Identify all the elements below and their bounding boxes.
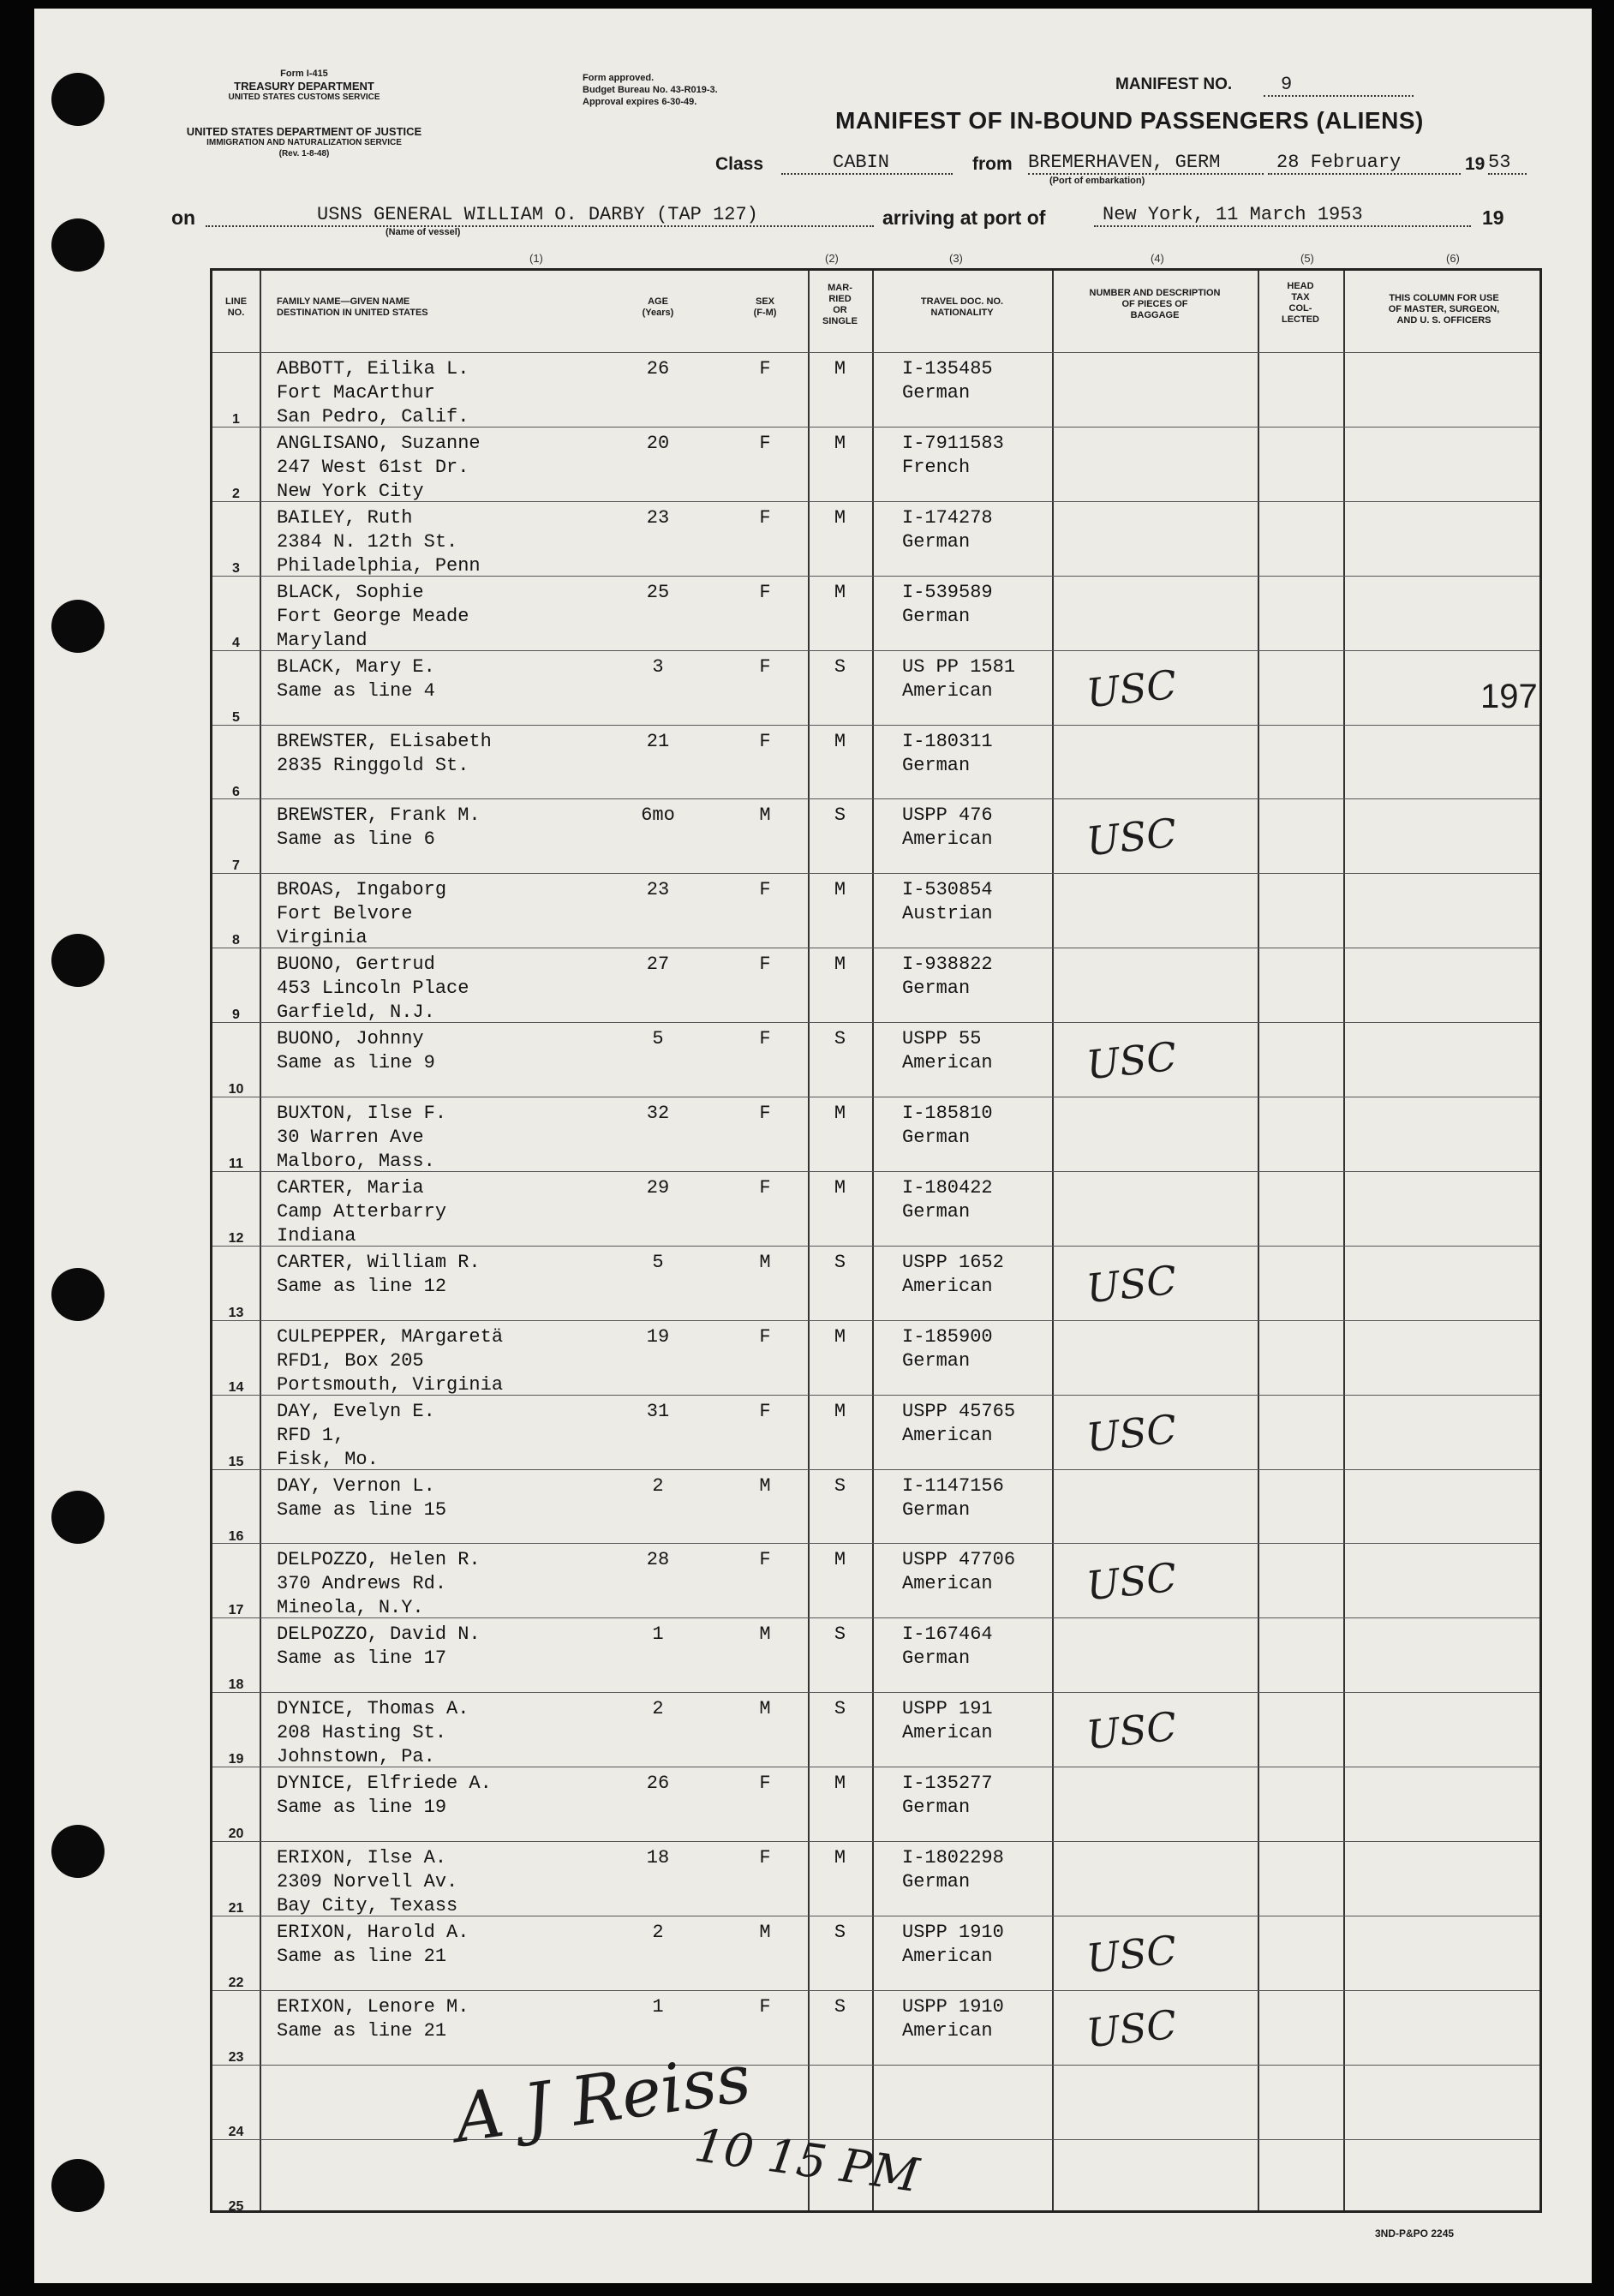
header-name: FAMILY NAME—GIVEN NAME DESTINATION IN UNITED STATES [277,296,428,318]
marital-status: M [834,432,846,454]
row-rule [212,1246,1539,1247]
travel-doc-nationality: USPP 1910 American [902,1921,1004,1967]
class-value: CABIN [781,152,953,175]
arriving-label: arriving at port of [882,206,1046,229]
travel-doc-nationality: I-185810 German [902,1103,993,1148]
column-number: (4) [1151,252,1164,265]
column-rule [808,271,810,2210]
ins-service: IMMIGRATION AND NATURALIZATION SERVICE [206,138,402,147]
travel-doc-nationality: I-1802298 German [902,1847,1004,1892]
time-note: 10 15 PM [690,2117,923,2203]
approval-line: Budget Bureau No. 43-R019-3. [583,85,718,95]
passenger-name-destination: BAILEY, Ruth 2384 N. 12th St. Philadelphia, Penn [277,506,481,577]
printer-code: 3ND-P&PO 2245 [1375,2227,1455,2239]
line-number: 22 [228,1975,244,1990]
column-rule [872,271,874,2210]
passenger-name-destination: BROAS, Ingaborg Fort Belvore Virginia [277,879,447,949]
marital-status: M [834,1103,846,1124]
line-number: 4 [232,635,240,650]
passenger-sex: M [759,1698,771,1720]
passenger-name-destination: BUXTON, Ilse F. 30 Warren Ave Malboro, Mass. [277,1103,447,1172]
punch-hole [51,218,105,272]
row-rule [212,1320,1539,1321]
column-number: (2) [825,252,839,265]
passenger-table [210,252,1542,2214]
passenger-age: 2 [652,1921,664,1943]
line-number: 19 [228,1752,244,1767]
line-number: 5 [232,709,240,725]
approval-line: Approval expires 6-30-49. [583,97,697,107]
header-baggage: NUMBER AND DESCRIPTION OF PIECES OF BAGGAGE [1089,288,1221,320]
treasury-department: TREASURY DEPARTMENT [234,80,374,93]
passenger-sex: F [759,730,771,752]
marital-status: S [834,1474,846,1497]
travel-doc-nationality: USPP 1910 American [902,1995,1004,2042]
row-rule [212,2139,1539,2140]
row-rule [212,1841,1539,1842]
passenger-sex: M [759,1251,771,1273]
column-rule [1052,271,1054,2210]
baggage-note: USC [1084,1926,1180,1982]
marital-status: S [834,1028,846,1050]
marital-status: M [834,358,846,380]
line-number: 2 [232,486,240,501]
column-rule [1258,271,1259,2210]
embarkation-date: 28 February [1268,152,1461,175]
marital-status: M [834,506,846,529]
passenger-name-destination: BREWSTER, ELisabeth 2835 Ringgold St. [277,730,492,776]
marital-status: M [834,954,846,976]
row-rule [212,1395,1539,1396]
passenger-sex: F [759,1103,771,1124]
line-number: 10 [228,1082,244,1097]
line-number: 9 [232,1007,240,1023]
line-number: 13 [228,1305,244,1320]
passenger-age: 21 [646,730,670,752]
baggage-note: USC [1084,810,1180,865]
line-number: 17 [228,1603,244,1618]
travel-doc-nationality: I-135485 German [902,358,993,404]
row-rule [212,1617,1539,1618]
marital-status: M [834,1773,846,1795]
manifest-page [34,9,1592,2283]
row-rule [212,798,1539,799]
passenger-age: 26 [646,358,670,380]
line-number: 20 [228,1827,244,1842]
passenger-sex: F [759,1549,771,1571]
column-number: (3) [949,252,963,265]
travel-doc-nationality: USPP 47706 American [902,1549,1016,1595]
line-number: 12 [228,1230,244,1246]
header-line-no: LINE NO. [224,296,248,318]
passenger-age: 6mo [641,804,675,827]
travel-doc-nationality: I-7911583 French [902,432,1004,478]
punch-hole [51,1268,105,1321]
passenger-sex: F [759,358,771,380]
row-rule [212,873,1539,874]
passenger-sex: F [759,1325,771,1348]
punch-hole [51,2159,105,2212]
line-number: 15 [228,1454,244,1469]
travel-doc-nationality: I-938822 German [902,954,993,1000]
manifest-label: MANIFEST NO. [1115,75,1233,93]
passenger-age: 29 [646,1176,670,1199]
row-rule [212,1171,1539,1172]
row-rule [212,1469,1539,1470]
row-rule [212,650,1539,651]
passenger-age: 26 [646,1773,670,1795]
approval-line: Form approved. [583,73,655,83]
row-rule [212,1543,1539,1544]
year-prefix: 19 [1465,154,1485,174]
marital-status: M [834,1847,846,1868]
vessel-caption: (Name of vessel) [386,227,461,237]
travel-doc-nationality: I-180311 German [902,730,993,776]
passenger-sex: F [759,1028,771,1050]
line-number: 16 [228,1528,244,1544]
vessel-name: USNS GENERAL WILLIAM O. DARBY (TAP 127) [206,204,874,227]
passenger-age: 25 [646,581,670,603]
embarkation-caption: (Port of embarkation) [1049,176,1145,186]
travel-doc-nationality: I-185900 German [902,1325,993,1372]
baggage-note: USC [1084,661,1180,716]
column-number: (5) [1300,252,1314,265]
passenger-sex: M [759,1623,771,1646]
passenger-name-destination: ERIXON, Ilse A. 2309 Norvell Av. Bay City, Texass [277,1847,458,1916]
row-rule [212,1990,1539,1991]
row-rule [212,352,1539,353]
line-number: 25 [228,2198,244,2214]
marital-status: S [834,1698,846,1720]
passenger-age: 20 [646,432,670,454]
on-label: on [171,206,196,229]
year-value: 53 [1488,152,1527,175]
passenger-name-destination: BREWSTER, Frank M. Same as line 6 [277,804,481,851]
travel-doc-nationality: USPP 476 American [902,804,993,851]
marital-status: M [834,581,846,603]
row-rule [212,2065,1539,2066]
passenger-sex: M [759,1474,771,1497]
passenger-sex: F [759,1773,771,1795]
passenger-name-destination: BUONO, Gertrud 453 Lincoln Place Garfield, N.J. [277,954,469,1024]
travel-doc-nationality: I-180422 German [902,1176,993,1223]
passenger-name-destination: DELPOZZO, Helen R. 370 Andrews Rd. Mineola, N.Y. [277,1549,481,1619]
column-rule [260,271,261,2210]
travel-doc-nationality: I-530854 Austrian [902,879,993,925]
passenger-sex: F [759,954,771,976]
passenger-age: 1 [652,1995,664,2018]
marital-status: M [834,1549,846,1571]
punch-hole [51,1491,105,1544]
baggage-note: USC [1084,1554,1180,1610]
passenger-age: 19 [646,1325,670,1348]
passenger-sex: F [759,1400,771,1422]
embarkation-port: BREMERHAVEN, GERM [1028,152,1264,175]
travel-doc-nationality: I-1147156 German [902,1474,1004,1521]
marital-status: M [834,1325,846,1348]
passenger-sex: F [759,581,771,603]
header-travel-doc: TRAVEL DOC. NO. NATIONALITY [920,296,1004,318]
line-number: 7 [232,858,240,874]
header-sex: SEX (F-M) [753,296,777,318]
from-label: from [972,154,1013,174]
travel-doc-nationality: I-135277 German [902,1773,993,1819]
line-number: 8 [232,933,240,948]
passenger-name-destination: BLACK, Sophie Fort George Meade Maryland [277,581,469,651]
travel-doc-nationality: USPP 1652 American [902,1251,1004,1297]
arrival-year-prefix: 19 [1482,206,1504,229]
line-number: 6 [232,784,240,799]
passenger-sex: F [759,506,771,529]
passenger-name-destination: DAY, Evelyn E. RFD 1, Fisk, Mo. [277,1400,435,1470]
passenger-age: 23 [646,506,670,529]
baggage-note: USC [1084,1405,1180,1461]
manifest-number: 9 [1264,74,1414,97]
punch-hole [51,1825,105,1878]
passenger-name-destination: ERIXON, Lenore M. Same as line 21 [277,1995,469,2042]
passenger-name-destination: ABBOTT, Eilika L. Fort MacArthur San Pedro, Calif. [277,358,469,428]
marital-status: S [834,1921,846,1943]
travel-doc-nationality: USPP 45765 American [902,1400,1016,1446]
travel-doc-nationality: US PP 1581 American [902,655,1016,702]
marital-status: S [834,1995,846,2018]
travel-doc-nationality: I-174278 German [902,506,993,553]
baggage-note: USC [1084,1702,1180,1759]
travel-doc-nationality: USPP 55 American [902,1028,993,1074]
passenger-name-destination: DYNICE, Thomas A. 208 Hasting St. Johnstown, Pa. [277,1698,469,1768]
header-head-tax: HEAD TAX COL- LECTED [1282,281,1319,325]
marital-status: S [834,804,846,827]
department-of-justice: UNITED STATES DEPARTMENT OF JUSTICE [186,125,422,138]
punch-hole [51,934,105,987]
marital-status: M [834,1400,846,1422]
passenger-name-destination: ANGLISANO, Suzanne 247 West 61st Dr. New York City [277,432,481,502]
passenger-name-destination: CARTER, Maria Camp Atterbarry Indiana [277,1176,447,1247]
column-number: (1) [529,252,543,265]
class-label: Class [715,154,764,174]
row-rule [212,1692,1539,1693]
passenger-name-destination: CULPEPPER, MArgaretä RFD1, Box 205 Portsmouth, Virginia [277,1325,504,1396]
column-number: (6) [1446,252,1460,265]
passenger-name-destination: DELPOZZO, David N. Same as line 17 [277,1623,481,1670]
passenger-sex: F [759,1176,771,1199]
arrival-port: New York, 11 March 1953 [1094,204,1471,227]
passenger-age: 27 [646,954,670,976]
passenger-name-destination: DYNICE, Elfriede A. Same as line 19 [277,1773,492,1819]
passenger-name-destination: BLACK, Mary E. Same as line 4 [277,655,435,702]
marital-status: M [834,730,846,752]
baggage-note: USC [1084,2000,1180,2057]
line-number: 23 [228,2049,244,2065]
punch-hole [51,73,105,126]
row-rule [212,501,1539,502]
header-married: MAR- RIED OR SINGLE [822,283,858,326]
baggage-note: USC [1084,1256,1180,1312]
officer-number: 197 [1480,678,1538,715]
line-number: 11 [229,1157,243,1171]
passenger-age: 32 [646,1103,670,1124]
passenger-name-destination: ERIXON, Harold A. Same as line 21 [277,1921,469,1967]
signature: A J Reiss [450,2040,756,2158]
marital-status: S [834,1623,846,1646]
passenger-name-destination: DAY, Vernon L. Same as line 15 [277,1474,447,1521]
passenger-sex: F [759,1995,771,2018]
passenger-sex: M [759,1921,771,1943]
passenger-age: 18 [646,1847,670,1868]
passenger-sex: M [759,804,771,827]
marital-status: S [834,655,846,678]
customs-service: UNITED STATES CUSTOMS SERVICE [228,93,380,102]
baggage-note: USC [1084,1032,1180,1089]
line-number: 1 [232,412,240,427]
passenger-name-destination: BUONO, Johnny Same as line 9 [277,1028,435,1074]
line-number: 3 [232,560,240,576]
header-age: AGE (Years) [642,296,674,318]
passenger-sex: F [759,432,771,454]
travel-doc-nationality: USPP 191 American [902,1698,993,1744]
passenger-sex: F [759,879,771,901]
row-rule [212,427,1539,428]
passenger-age: 28 [646,1549,670,1571]
passenger-name-destination: CARTER, William R. Same as line 12 [277,1251,481,1297]
punch-hole [51,600,105,653]
line-number: 21 [228,1901,244,1916]
passenger-age: 5 [652,1028,664,1050]
passenger-age: 5 [652,1251,664,1273]
passenger-age: 31 [646,1400,670,1422]
marital-status: S [834,1251,846,1273]
passenger-age: 2 [652,1698,664,1720]
row-rule [212,725,1539,726]
passenger-age: 3 [652,655,664,678]
column-rule [1343,271,1345,2210]
passenger-sex: F [759,655,771,678]
revision: (Rev. 1-8-48) [278,149,330,158]
line-number: 14 [228,1379,244,1395]
passenger-age: 2 [652,1474,664,1497]
marital-status: M [834,1176,846,1199]
line-number: 24 [228,2124,244,2139]
passenger-age: 1 [652,1623,664,1646]
marital-status: M [834,879,846,901]
row-rule [212,576,1539,577]
passenger-age: 23 [646,879,670,901]
manifest-title: MANIFEST OF IN-BOUND PASSENGERS (ALIENS) [835,107,1424,134]
row-rule [212,1022,1539,1023]
travel-doc-nationality: I-167464 German [902,1623,993,1670]
form-number: Form I-415 [280,69,328,79]
travel-doc-nationality: I-539589 German [902,581,993,627]
passenger-sex: F [759,1847,771,1868]
header-officers: THIS COLUMN FOR USE OF MASTER, SURGEON, AND U. S. OFFICERS [1388,293,1500,326]
line-number: 18 [228,1677,244,1693]
